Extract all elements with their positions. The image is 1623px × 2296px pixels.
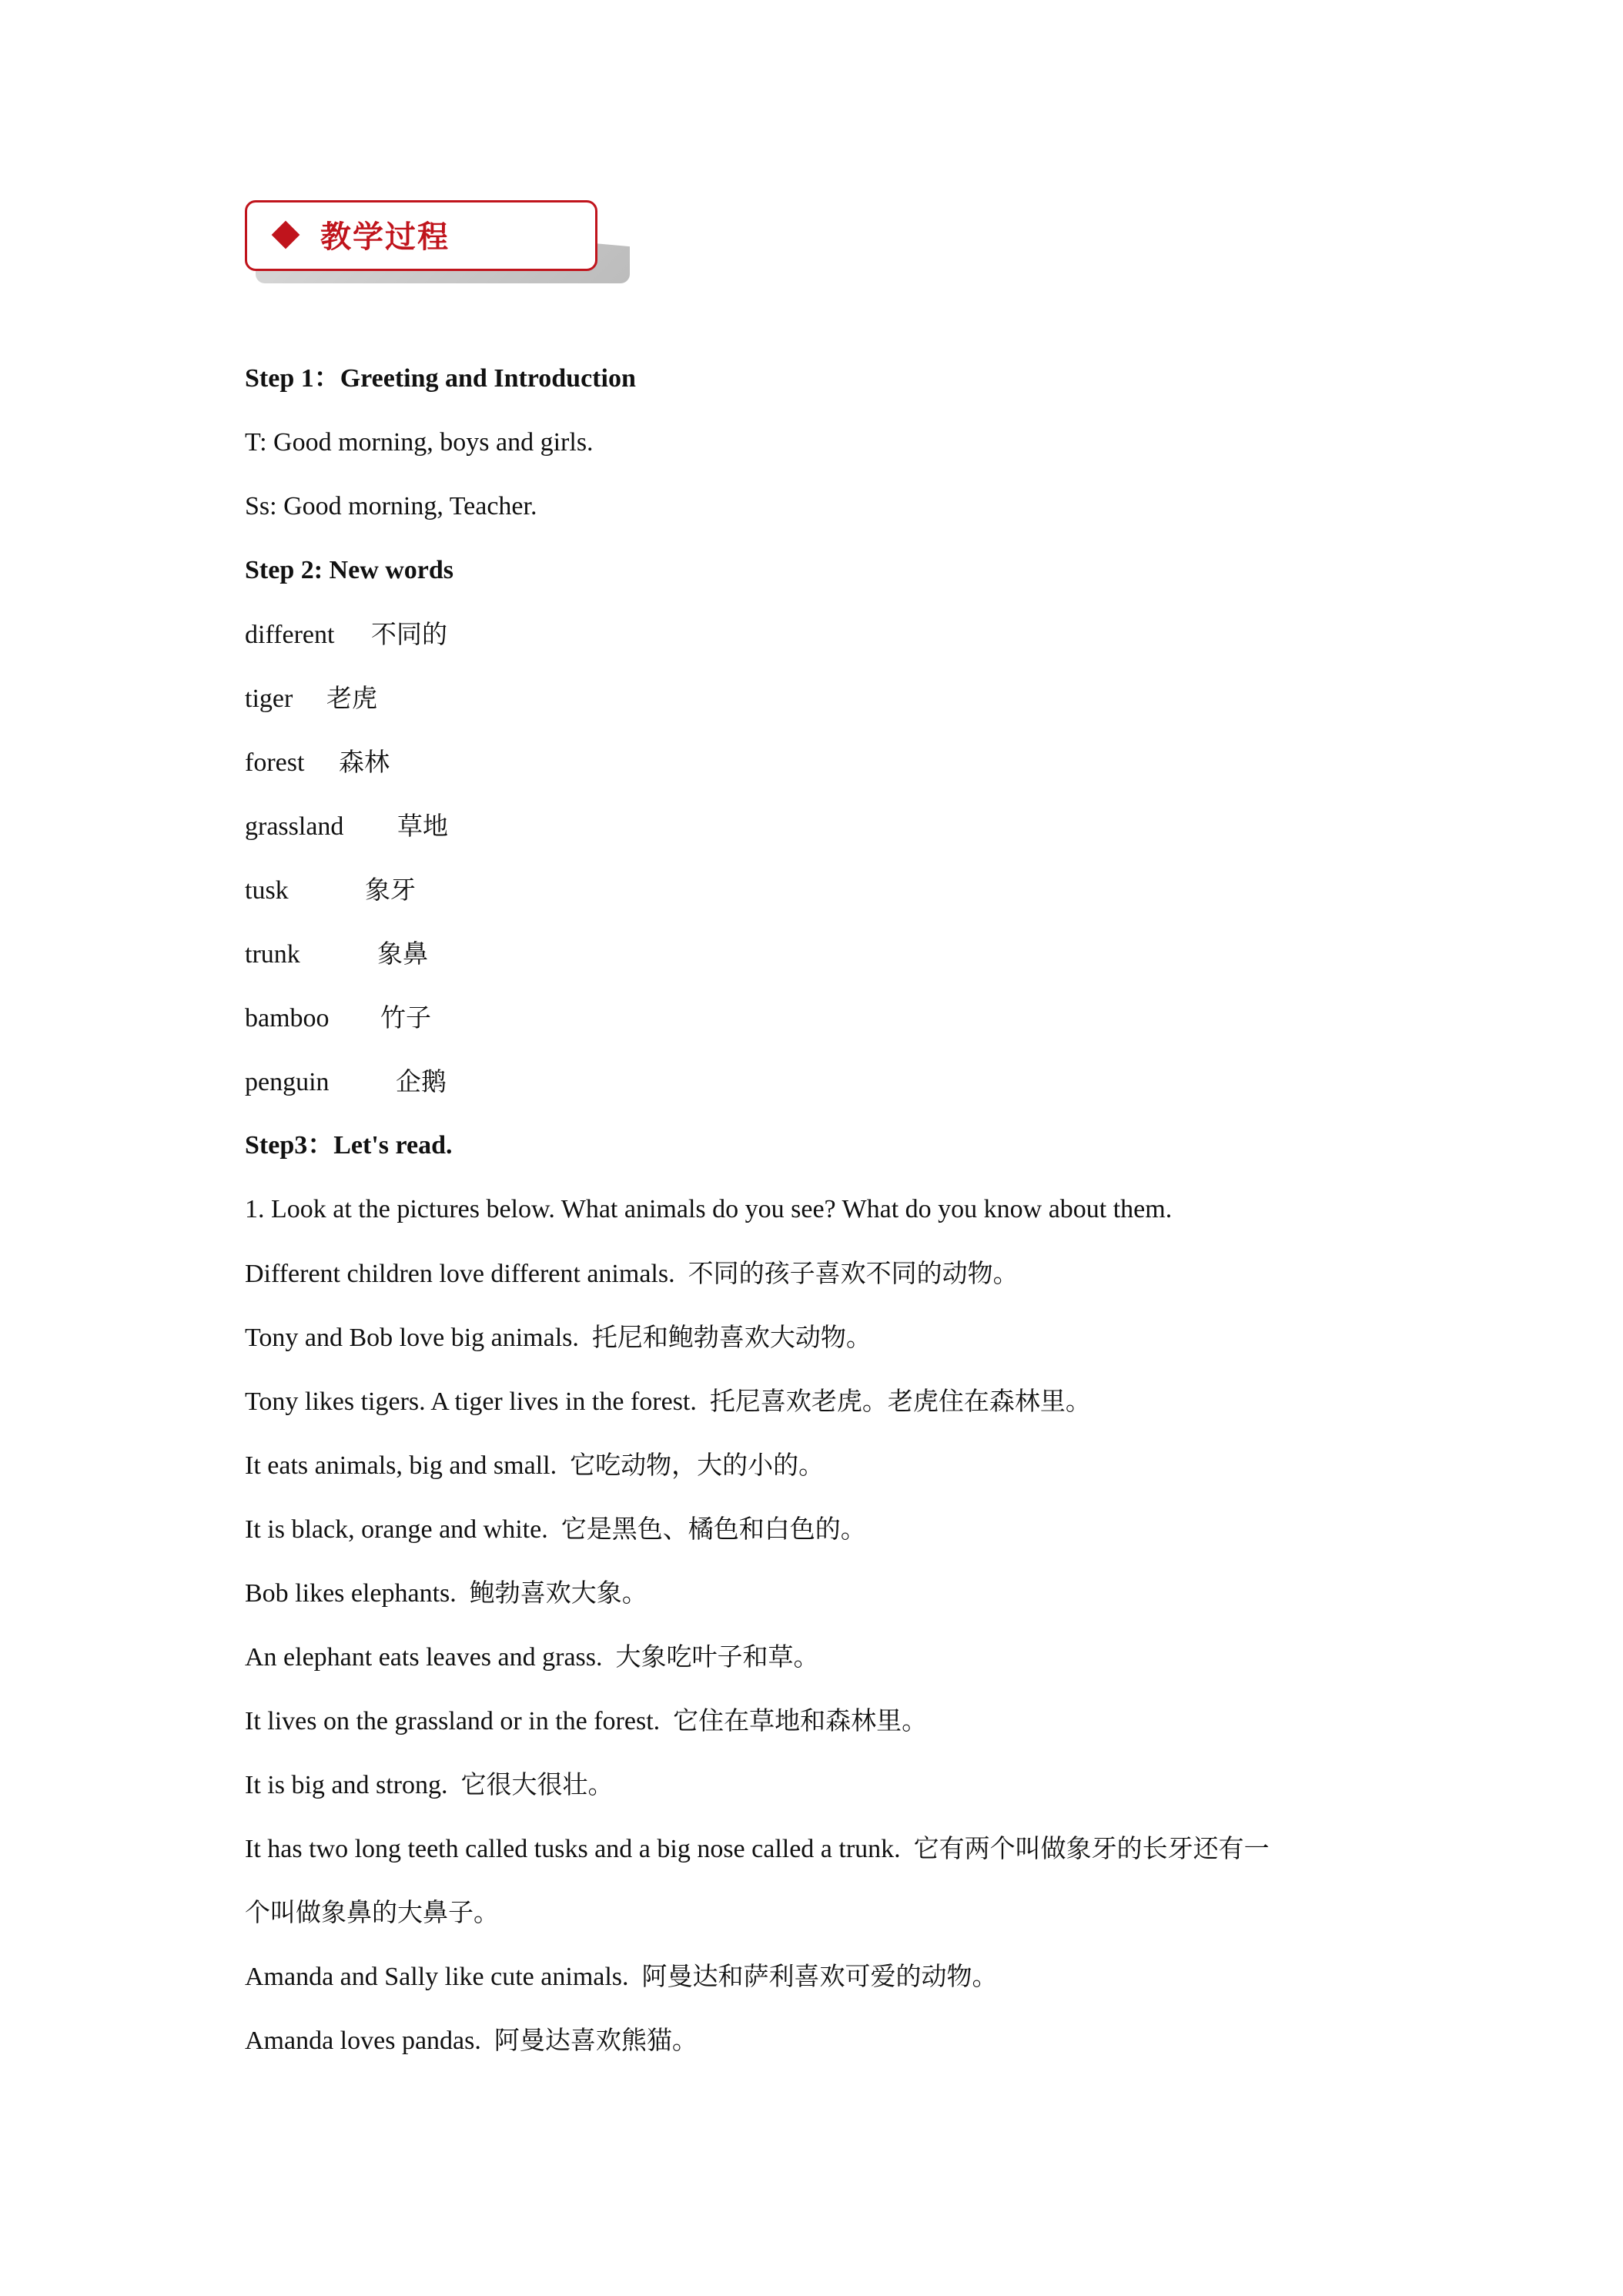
reading-line	[245, 1765, 1400, 1829]
reading-english: 1. Look at the pictures below. What animals do you see? What do you know about them.	[245, 1195, 1173, 1223]
vocab-item	[245, 742, 1400, 806]
vocab-word: bamboo	[245, 1004, 330, 1033]
step2-title: Step 2: New words	[245, 556, 454, 584]
vocab-word: penguin	[245, 1068, 330, 1096]
reading-english: Amanda loves pandas.	[245, 2027, 481, 2055]
vocab-item	[245, 806, 1400, 870]
reading-line-continued	[245, 1893, 1400, 1956]
vocab-meaning: 不同的	[371, 619, 447, 649]
reading-chinese: 不同的孩子喜欢不同的动物。	[688, 1258, 1019, 1288]
section-header	[245, 200, 601, 274]
vocab-word: trunk	[245, 940, 300, 969]
reading-english: Tony likes tigers. A tiger lives in the forest.	[245, 1387, 697, 1416]
reading-english: It lives on the grassland or in the forest.	[245, 1707, 661, 1735]
vocab-item	[245, 998, 1400, 1062]
reading-english: Different children love different animals.	[245, 1260, 675, 1288]
vocab-meaning: 竹子	[380, 1002, 431, 1033]
reading-line	[245, 1701, 1400, 1765]
vocab-item	[245, 614, 1400, 678]
vocab-meaning: 象牙	[365, 875, 416, 905]
vocab-item	[245, 934, 1400, 998]
vocab-word: tusk	[245, 876, 289, 905]
vocab-word: grassland	[245, 812, 344, 841]
vocab-meaning: 象鼻	[377, 939, 428, 969]
vocab-item	[245, 1062, 1400, 1126]
reading-chinese: 它吃动物，大的小的。	[570, 1450, 825, 1480]
reading-line	[245, 1445, 1400, 1509]
step1-title: Step 1：Greeting and Introduction	[245, 364, 636, 393]
reading-chinese: 阿曼达和萨利喜欢可爱的动物。	[641, 1961, 998, 1991]
reading-english: Tony and Bob love big animals.	[245, 1324, 579, 1352]
vocab-meaning: 草地	[397, 811, 448, 841]
vocab-word: forest	[245, 748, 305, 777]
reading-english: It has two long teeth called tusks and a big nose called a trunk.	[245, 1835, 901, 1863]
vocab-word: different	[245, 621, 335, 649]
reading-english: It is black, orange and white.	[245, 1515, 548, 1544]
vocab-meaning: 森林	[339, 747, 390, 777]
reading-line	[245, 1956, 1400, 2020]
reading-english: Bob likes elephants.	[245, 1579, 457, 1608]
vocab-meaning: 老虎	[326, 683, 377, 713]
reading-chinese: 它住在草地和森林里。	[673, 1705, 928, 1735]
vocab-item	[245, 678, 1400, 742]
reading-chinese: 个叫做象鼻的大鼻子。	[245, 1897, 499, 1927]
dialogue-line: T: Good morning, boys and girls.	[245, 428, 594, 457]
reading-english: An elephant eats leaves and grass.	[245, 1643, 603, 1672]
vocab-word: tiger	[245, 684, 293, 713]
reading-chinese: 它很大很壮。	[460, 1769, 614, 1799]
reading-line	[245, 1190, 1400, 1253]
section-title: 教学过程	[320, 219, 450, 255]
lesson-content	[245, 359, 1400, 2084]
reading-line	[245, 1509, 1400, 1573]
reading-line	[245, 1829, 1400, 1893]
reading-chinese: 它是黑色、橘色和白色的。	[561, 1514, 866, 1544]
reading-line	[245, 1573, 1400, 1637]
reading-chinese: 托尼喜欢老虎。老虎住在森林里。	[709, 1386, 1091, 1416]
reading-line	[245, 2020, 1400, 2084]
reading-chinese: 它有两个叫做象牙的长牙还有一	[913, 1833, 1270, 1863]
reading-chinese: 鲍勃喜欢大象。	[469, 1578, 648, 1608]
reading-line	[245, 1637, 1400, 1701]
reading-line	[245, 1381, 1400, 1445]
reading-chinese: 阿曼达喜欢熊猫。	[494, 2025, 698, 2055]
reading-english: Amanda and Sally like cute animals.	[245, 1963, 629, 1991]
reading-english: It is big and strong.	[245, 1771, 448, 1799]
reading-line	[245, 1317, 1400, 1381]
reading-line	[245, 1253, 1400, 1317]
vocab-item	[245, 870, 1400, 934]
step3-title: Step3：Let's read.	[245, 1131, 453, 1160]
reading-chinese: 大象吃叶子和草。	[615, 1642, 819, 1672]
reading-chinese: 托尼和鲍勃喜欢大动物。	[591, 1322, 872, 1352]
vocab-meaning: 企鹅	[396, 1066, 447, 1096]
dialogue-line: Ss: Good morning, Teacher.	[245, 492, 537, 520]
reading-english: It eats animals, big and small.	[245, 1451, 557, 1480]
